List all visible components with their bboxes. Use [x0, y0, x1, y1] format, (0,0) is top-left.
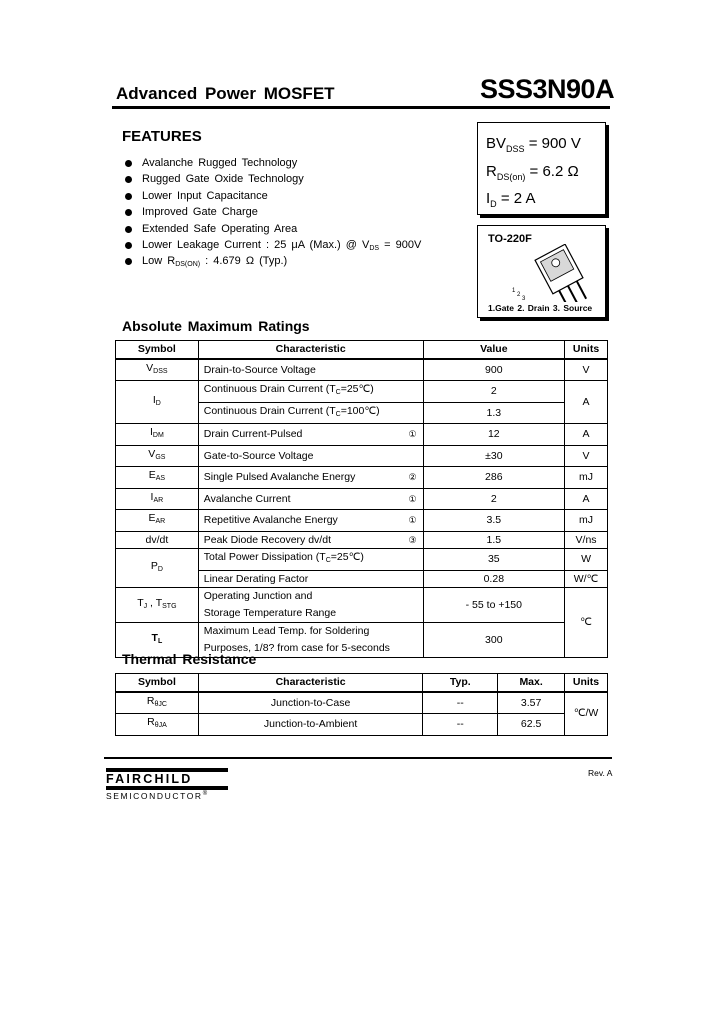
- bullet-icon: [125, 242, 132, 249]
- table-row: [116, 488, 608, 510]
- header-characteristic: Characteristic: [198, 341, 423, 359]
- unit-cell: A: [565, 488, 608, 510]
- feature-subscript: DS(ON): [175, 261, 201, 269]
- table-header-row: [116, 674, 608, 692]
- characteristic-cell: Continuous Drain Current $(T_C=25℃)$: [198, 381, 423, 403]
- feature-item: [122, 221, 421, 237]
- unit-cell: V/ns: [565, 531, 608, 549]
- characteristic-cell: Repetitive Avalanche Energy ①: [198, 510, 423, 532]
- feature-text-tail: : 4.679 Ω (Typ.): [200, 255, 288, 268]
- characteristic-cell: Single Pulsed Avalanche Energy ②: [198, 467, 423, 489]
- bullet-icon: [125, 226, 132, 233]
- value-cell: 35: [423, 549, 565, 571]
- feature-text: Lower Input Capacitance: [142, 189, 268, 202]
- logo-brand: FAIRCHILD: [106, 772, 193, 786]
- value-cell: 2: [423, 381, 565, 403]
- feature-text: Lower Leakage Current : 25 μA (Max.) @ V: [142, 238, 370, 251]
- header-symbol: Symbol: [116, 674, 199, 692]
- features-list: [122, 155, 421, 270]
- features-title: FEATURES: [122, 128, 202, 145]
- value-cell: 2: [423, 488, 565, 510]
- unit-cell: ℃/W: [565, 692, 608, 736]
- footer-divider: [104, 757, 612, 759]
- spec-id: $I_D = 2$ A: [486, 190, 536, 209]
- table-row: [116, 424, 608, 446]
- characteristic-cell: Drain Current-Pulsed ①: [198, 424, 423, 446]
- value-cell: 300: [423, 623, 565, 658]
- typ-cell: --: [423, 692, 498, 714]
- pin-label: 3: [522, 296, 526, 302]
- characteristic-cell: Junction-to-Ambient: [198, 714, 423, 736]
- to220f-package-icon: [496, 244, 596, 302]
- characteristic-cell: Peak Diode Recovery dv/dt ③: [198, 531, 423, 549]
- feature-text: Improved Gate Charge: [142, 206, 258, 219]
- part-number: SSS3N90A: [480, 74, 615, 104]
- symbol-cell: $I_{DM}$: [116, 424, 199, 446]
- value-cell: 1.3: [423, 402, 565, 424]
- table-row: [116, 445, 608, 467]
- symbol-cell: $T_J$ , $T_{STG}$: [116, 588, 199, 623]
- value-cell: 12: [423, 424, 565, 446]
- revision-label: Rev. A: [588, 768, 613, 778]
- header-symbol: Symbol: [116, 341, 199, 359]
- table-header-row: [116, 341, 608, 359]
- feature-text: Low R: [142, 255, 176, 268]
- abs-max-table: [115, 340, 608, 658]
- bullet-icon: [125, 193, 132, 200]
- pin-label: 1: [512, 288, 516, 294]
- spec-bvdss: $BV_{DSS} = 900$ V: [486, 135, 581, 154]
- logo-subtitle: SEMICONDUCTOR®: [106, 791, 209, 801]
- feature-item: [122, 155, 421, 171]
- package-pinout-caption: 1.Gate 2. Drain 3. Source: [488, 303, 593, 313]
- value-cell: - 55 to +150: [423, 588, 565, 623]
- symbol-cell: $I_D$: [116, 381, 199, 424]
- spec-rdson: $R_{DS(on)} = 6.2$ Ω: [486, 163, 579, 182]
- document-category: Advanced Power MOSFET: [116, 84, 335, 103]
- symbol-cell: $R_{\theta JC}$: [116, 692, 199, 714]
- abs-max-title: Absolute Maximum Ratings: [122, 318, 310, 334]
- symbol-cell: $P_D$: [116, 549, 199, 588]
- unit-cell: W: [565, 549, 608, 571]
- header-divider: [112, 106, 610, 109]
- table-row: [116, 692, 608, 714]
- feature-item: [122, 204, 421, 220]
- feature-text: Avalanche Rugged Technology: [142, 157, 298, 169]
- header-value: Value: [423, 341, 565, 359]
- note-ref: ①: [408, 493, 417, 504]
- unit-cell: A: [565, 381, 608, 424]
- logo-bar: [106, 786, 228, 790]
- feature-text-tail: = 900V: [379, 238, 422, 251]
- unit-cell: W/℃: [565, 570, 608, 588]
- bullet-icon: [125, 176, 132, 183]
- note-ref: ①: [408, 515, 417, 525]
- header-characteristic: Characteristic: [198, 674, 423, 692]
- bullet-icon: [125, 160, 132, 167]
- characteristic-cell: Junction-to-Case: [198, 692, 423, 714]
- unit-cell: A: [565, 424, 608, 446]
- table-row: [116, 381, 608, 403]
- symbol-cell: $V_{GS}$: [116, 445, 199, 467]
- unit-cell: mJ: [565, 467, 608, 489]
- feature-text: Extended Safe Operating Area: [142, 222, 298, 235]
- unit-cell: ℃: [565, 588, 608, 658]
- symbol-cell: $I_{AR}$: [116, 488, 199, 510]
- characteristic-cell: Continuous Drain Current $(T_C=100℃)$: [198, 402, 423, 424]
- value-cell: 900: [423, 359, 565, 381]
- unit-cell: mJ: [565, 510, 608, 532]
- table-row: [116, 510, 608, 532]
- value-cell: 3.5: [423, 510, 565, 532]
- table-row: [116, 549, 608, 571]
- header-typ: Typ.: [423, 674, 498, 692]
- note-ref: ②: [408, 472, 417, 482]
- header-units: Units: [565, 341, 608, 359]
- table-row: [116, 467, 608, 489]
- symbol-cell: $E_{AS}$: [116, 467, 199, 489]
- table-row: [116, 588, 608, 623]
- max-cell: 62.5: [498, 714, 565, 736]
- pin-label: 2: [517, 292, 521, 298]
- feature-item: [122, 188, 421, 204]
- package-box: [477, 225, 606, 318]
- unit-cell: V: [565, 359, 608, 381]
- typ-cell: --: [423, 714, 498, 736]
- fairchild-logo: [106, 768, 228, 801]
- thermal-table: [115, 673, 608, 736]
- symbol-cell: $V_{DSS}$: [116, 359, 199, 381]
- value-cell: 1.5: [423, 531, 565, 549]
- characteristic-cell: Maximum Lead Temp. for Soldering Purposes, 1/8? from case for 5-seconds: [198, 623, 423, 658]
- key-specs-box: [477, 122, 606, 215]
- note-ref: ③: [408, 534, 417, 545]
- note-ref: ①: [408, 429, 417, 439]
- characteristic-cell: Drain-to-Source Voltage: [198, 359, 423, 381]
- characteristic-cell: Linear Derating Factor: [198, 570, 423, 588]
- bullet-icon: [125, 258, 132, 265]
- feature-item: [122, 253, 421, 269]
- thermal-title: Thermal Resistance: [122, 651, 257, 667]
- value-cell: 0.28: [423, 570, 565, 588]
- header-max: Max.: [498, 674, 565, 692]
- max-cell: 3.57: [498, 692, 565, 714]
- bullet-icon: [125, 209, 132, 216]
- table-row: [116, 531, 608, 549]
- characteristic-cell: Gate-to-Source Voltage: [198, 445, 423, 467]
- feature-text: Rugged Gate Oxide Technology: [142, 173, 304, 186]
- package-name: TO-220F: [488, 233, 532, 245]
- value-cell: ±30: [423, 445, 565, 467]
- characteristic-cell: Total Power Dissipation $(T_C=25℃)$: [198, 549, 423, 571]
- table-row: [116, 714, 608, 736]
- header-units: Units: [565, 674, 608, 692]
- feature-item: [122, 171, 421, 187]
- symbol-cell: dv/dt: [116, 531, 199, 549]
- value-cell: 286: [423, 467, 565, 489]
- symbol-cell: $T_L$: [116, 623, 199, 658]
- feature-item: [122, 237, 421, 253]
- characteristic-cell: Avalanche Current ①: [198, 488, 423, 510]
- symbol-cell: $E_{AR}$: [116, 510, 199, 532]
- feature-subscript: DS: [369, 244, 380, 252]
- unit-cell: V: [565, 445, 608, 467]
- characteristic-cell: Operating Junction and Storage Temperature Range: [198, 588, 423, 623]
- table-row: [116, 359, 608, 381]
- symbol-cell: $R_{\theta JA}$: [116, 714, 199, 736]
